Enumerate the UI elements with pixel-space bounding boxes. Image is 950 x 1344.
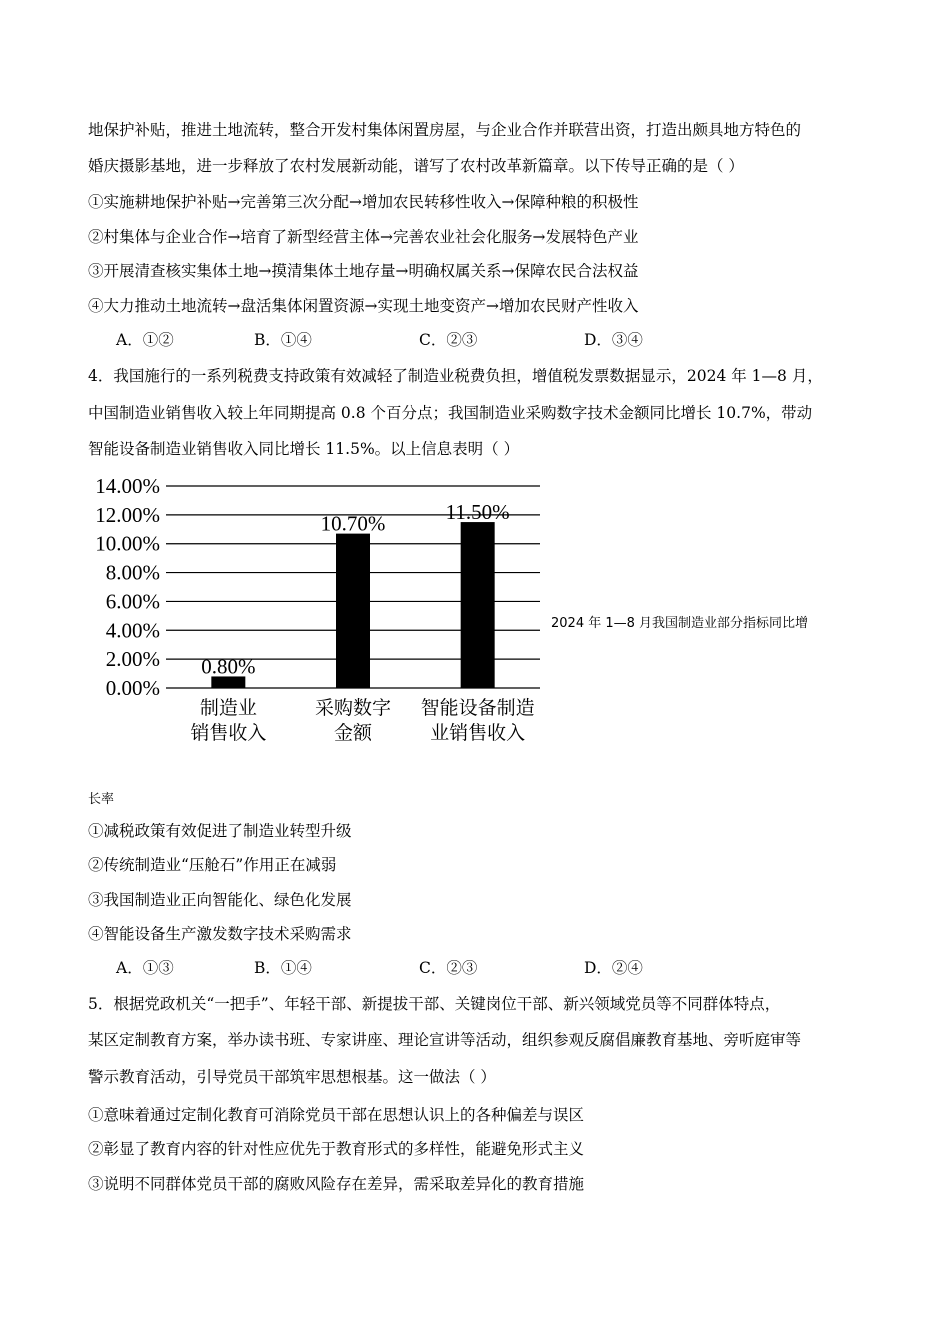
y-tick-label: 8.00% [105, 560, 160, 585]
y-tick-label: 0.00% [105, 676, 160, 700]
q5-stem-line3: 警示教育活动，引导党员干部筑牢思想根基。这一做法（ ） [88, 1068, 496, 1086]
q3-item-4: ④大力推动土地流转→盘活集体闲置资源→实现土地变资产→增加农民财产性收入 [88, 297, 639, 315]
q3-item-3: ③开展清查核实集体土地→摸清集体土地存量→明确权属关系→保障农民合法权益 [88, 262, 639, 280]
q3-option-b: B．①④ [254, 331, 312, 349]
y-tick-label: 2.00% [105, 647, 160, 672]
q4-option-b: B．①④ [254, 959, 312, 977]
bar [461, 522, 495, 688]
q3-option-c: C．②③ [419, 331, 478, 349]
category-label: 智能设备制造 [420, 697, 535, 719]
q3-option-d: D．③④ [584, 331, 643, 349]
data-label: 0.80% [201, 654, 256, 679]
bar-chart [82, 470, 552, 760]
q4-item-4: ④智能设备生产激发数字技术采购需求 [88, 925, 352, 943]
q4-option-c: C．②③ [419, 959, 478, 977]
y-tick-label: 14.00% [95, 474, 160, 498]
category-label: 制造业 [199, 697, 257, 719]
q5-stem-line1: 5．根据党政机关“一把手”、年轻干部、新提拔干部、关键岗位干部、新兴领域党员等不同群体特点， [88, 995, 781, 1013]
y-tick-label: 12.00% [95, 502, 160, 527]
q3-stem-line1: 地保护补贴，推进土地流转，整合开发村集体闲置房屋，与企业合作并联营出资，打造出颇具地方特色的 [88, 121, 802, 139]
y-tick-label: 10.00% [95, 531, 160, 556]
chart-caption-part1: 2024 年 1—8 月我国制造业部分指标同比增 [551, 616, 809, 631]
q4-stem-line2: 中国制造业销售收入较上年同期提高 0.8 个百分点；我国制造业采购数字技术金额同比增长 10.7%，带动 [88, 404, 813, 422]
q5-stem-line2: 某区定制教育方案，举办读书班、专家讲座、理论宣讲等活动，组织参观反腐倡廉教育基地、旁听庭审等 [88, 1031, 802, 1049]
q3-option-a: A．①② [116, 331, 174, 349]
q4-option-d: D．②④ [584, 959, 643, 977]
bar [336, 534, 370, 688]
category-label: 采购数字 [314, 697, 392, 719]
q3-stem-line2: 婚庆摄影基地，进一步释放了农村发展新动能，谱写了农村改革新篇章。以下传导正确的是（ ） [88, 157, 744, 175]
category-label: 业销售收入 [430, 722, 526, 744]
category-label: 销售收入 [190, 722, 267, 744]
category-label: 金额 [333, 722, 373, 744]
q5-item-1: ①意味着通过定制化教育可消除党员干部在思想认识上的各种偏差与误区 [88, 1106, 585, 1124]
q5-item-2: ②彰显了教育内容的针对性应优先于教育形式的多样性，能避免形式主义 [88, 1140, 585, 1158]
chart-caption-part2: 长率 [88, 792, 115, 807]
q5-item-3: ③说明不同群体党员干部的腐败风险存在差异，需采取差异化的教育措施 [88, 1175, 585, 1193]
q3-item-2: ②村集体与企业合作→培育了新型经营主体→完善农业社会化服务→发展特色产业 [88, 228, 639, 246]
q4-stem-line3: 智能设备制造业销售收入同比增长 11.5%。以上信息表明（ ） [88, 440, 520, 458]
q4-item-1: ①减税政策有效促进了制造业转型升级 [88, 822, 352, 840]
q4-item-3: ③我国制造业正向智能化、绿色化发展 [88, 891, 352, 909]
q4-option-a: A．①③ [116, 959, 174, 977]
y-tick-label: 4.00% [105, 618, 160, 643]
q4-stem-line1: 4．我国施行的一系列税费支持政策有效减轻了制造业税费负担，增值税发票数据显示，2024 年 1—8 月， [88, 367, 823, 385]
data-label: 10.70% [320, 511, 386, 536]
q3-item-1: ①实施耕地保护补贴→完善第三次分配→增加农民转移性收入→保障种粮的积极性 [88, 193, 639, 211]
y-tick-label: 6.00% [105, 589, 160, 614]
data-label: 11.50% [445, 500, 510, 525]
q4-item-2: ②传统制造业“压舱石”作用正在减弱 [88, 856, 337, 874]
